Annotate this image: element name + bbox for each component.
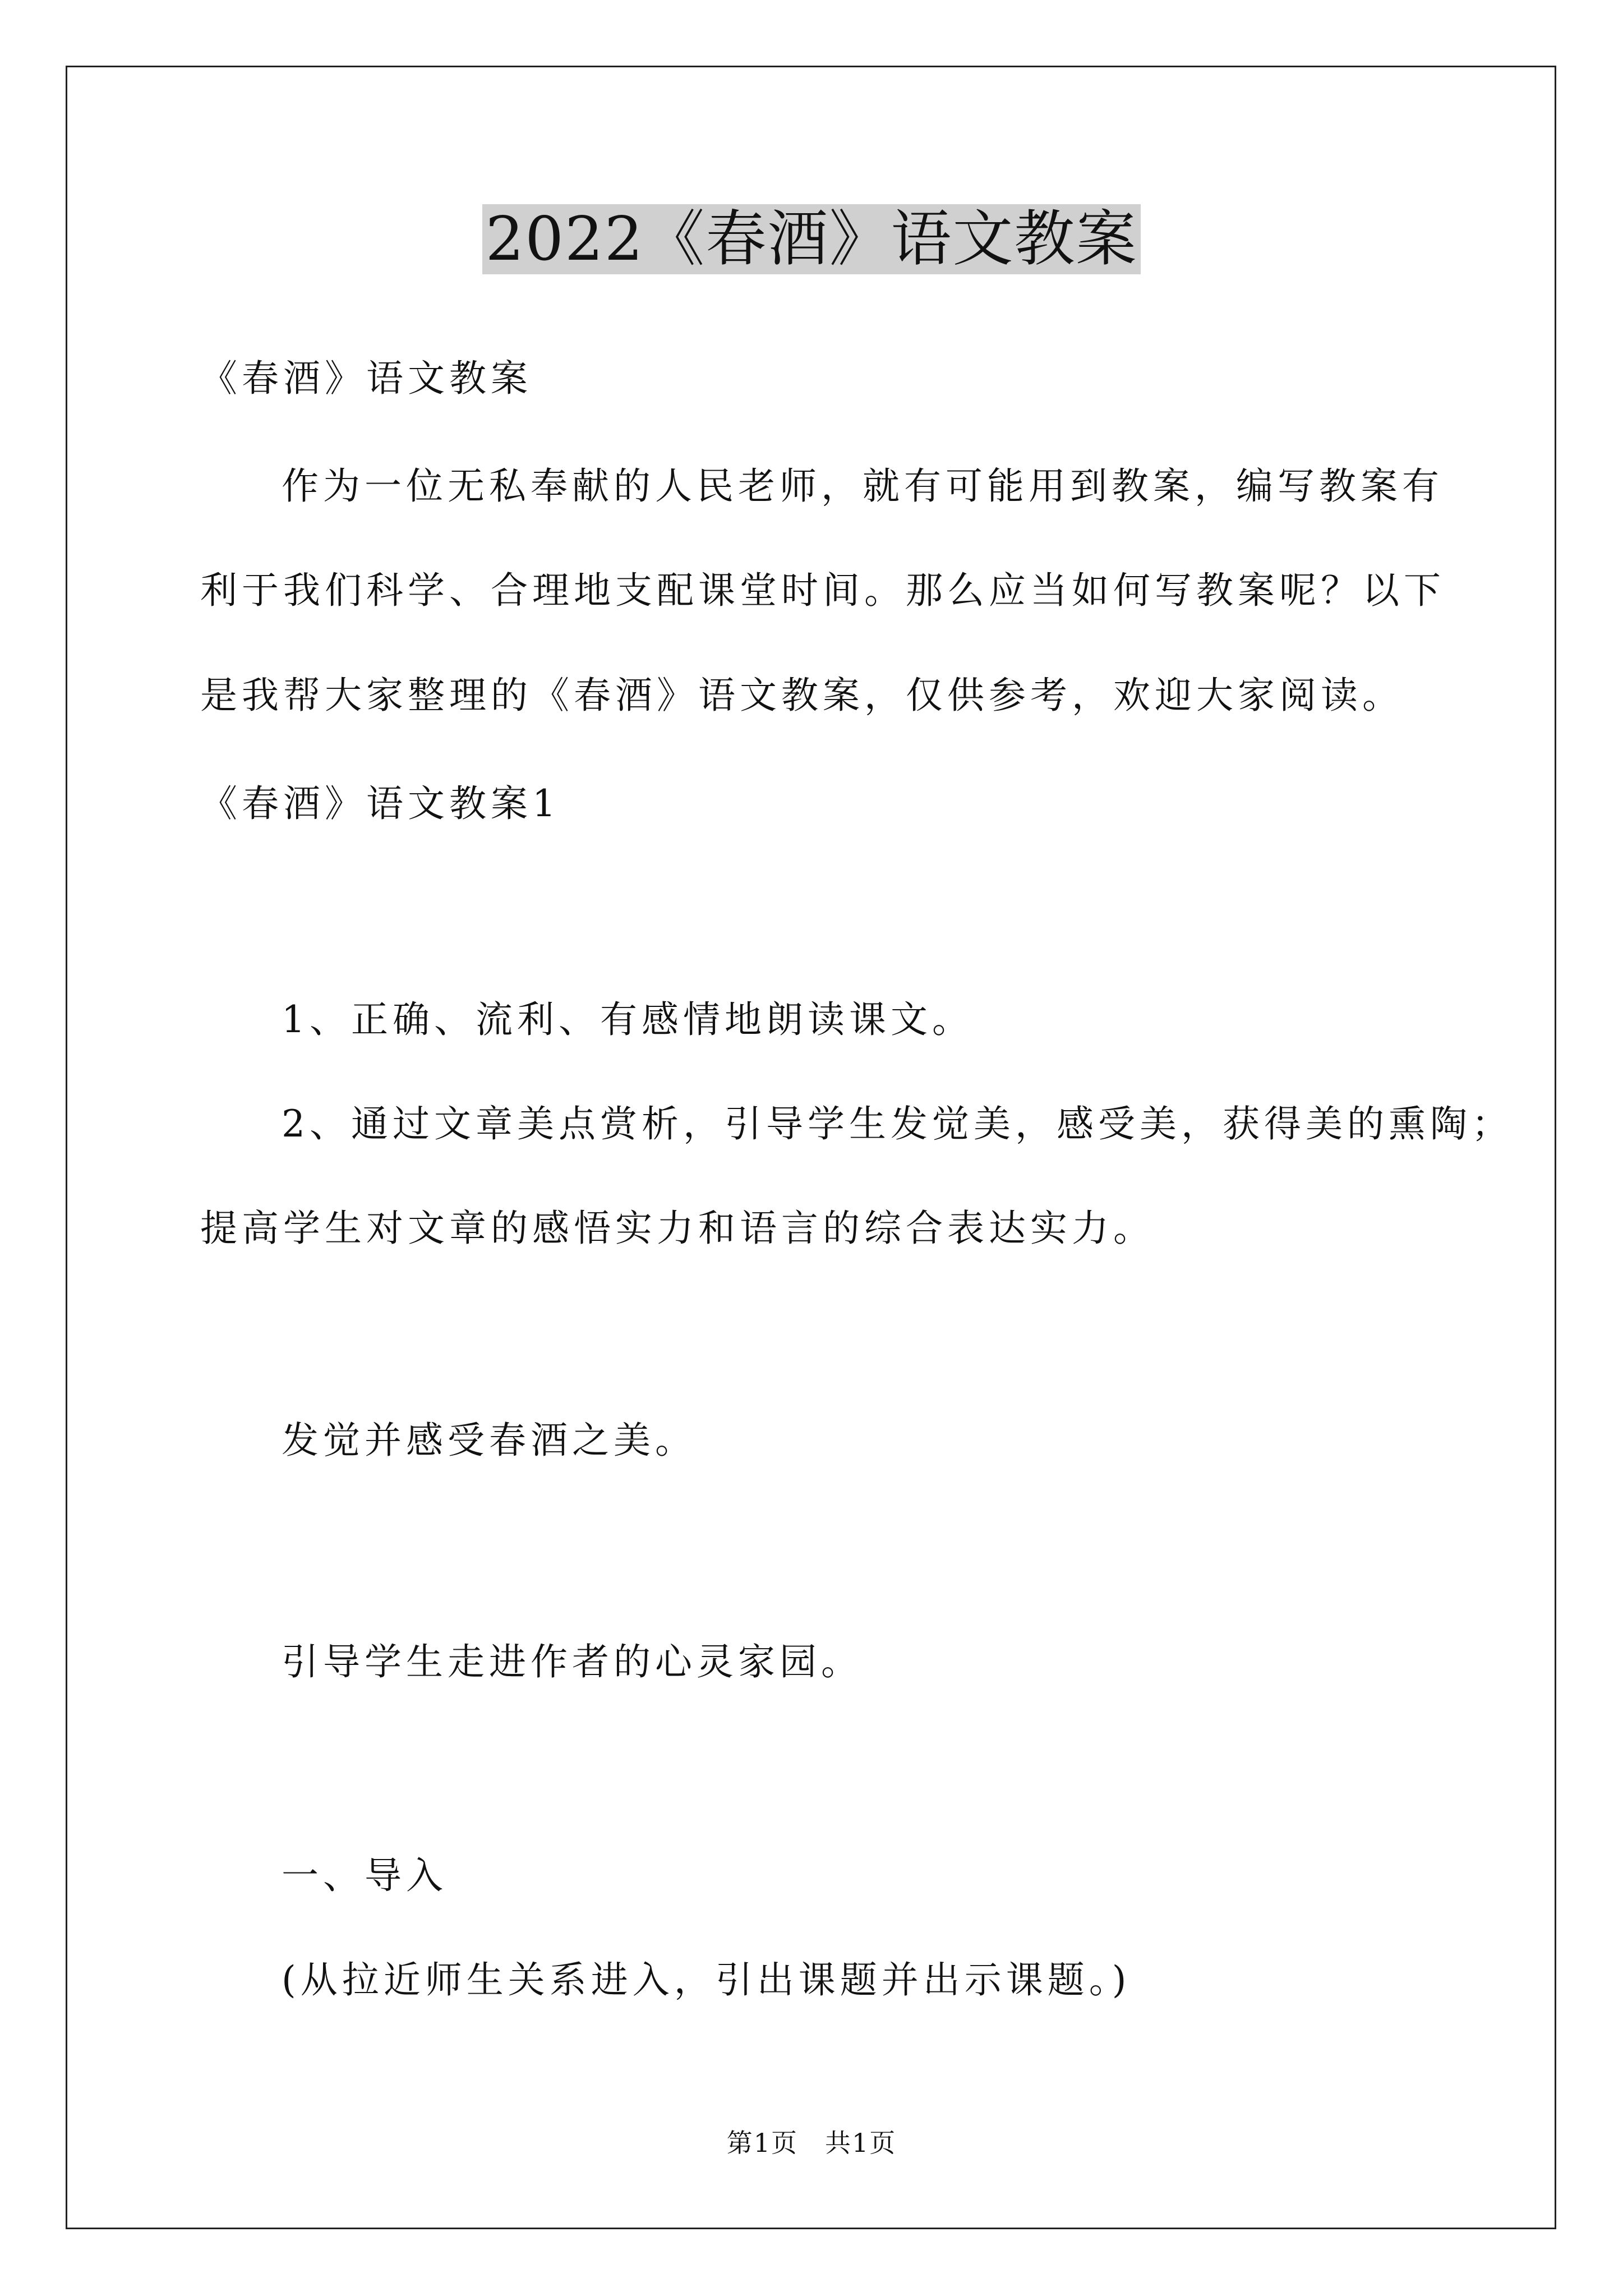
document-title-text: 2022《春酒》语文教案: [482, 204, 1141, 274]
intro-line-3: 是我帮大家整理的《春酒》语文教案，仅供参考，欢迎大家阅读。: [200, 674, 1404, 717]
section-heading: 《春酒》语文教案1: [200, 782, 560, 825]
objective-2-continued: 提高学生对文章的感悟实力和语言的综合表达实力。: [200, 1207, 1155, 1250]
intro-line-1: 作为一位无私奉献的人民老师，就有可能用到教案，编写教案有: [282, 464, 1444, 508]
objective-2: 2、通过文章美点赏析，引导学生发觉美，感受美，获得美的熏陶；: [282, 1102, 1513, 1145]
subtitle: 《春酒》语文教案: [200, 357, 532, 400]
objective-1: 1、正确、流利、有感情地朗读课文。: [282, 998, 974, 1041]
step-heading: 一、导入: [282, 1854, 448, 1897]
key-point: 发觉并感受春酒之美。: [282, 1419, 697, 1462]
document-title: [0, 203, 1623, 276]
step-note: (从拉近师生关系进入，引出课题并出示课题。): [282, 1958, 1131, 2001]
page-footer: 第1页 共1页: [726, 2128, 897, 2158]
intro-line-2: 利于我们科学、合理地支配课堂时间。那么应当如何写教案呢？以下: [200, 569, 1445, 612]
difficulty: 引导学生走进作者的心灵家园。: [282, 1640, 863, 1683]
